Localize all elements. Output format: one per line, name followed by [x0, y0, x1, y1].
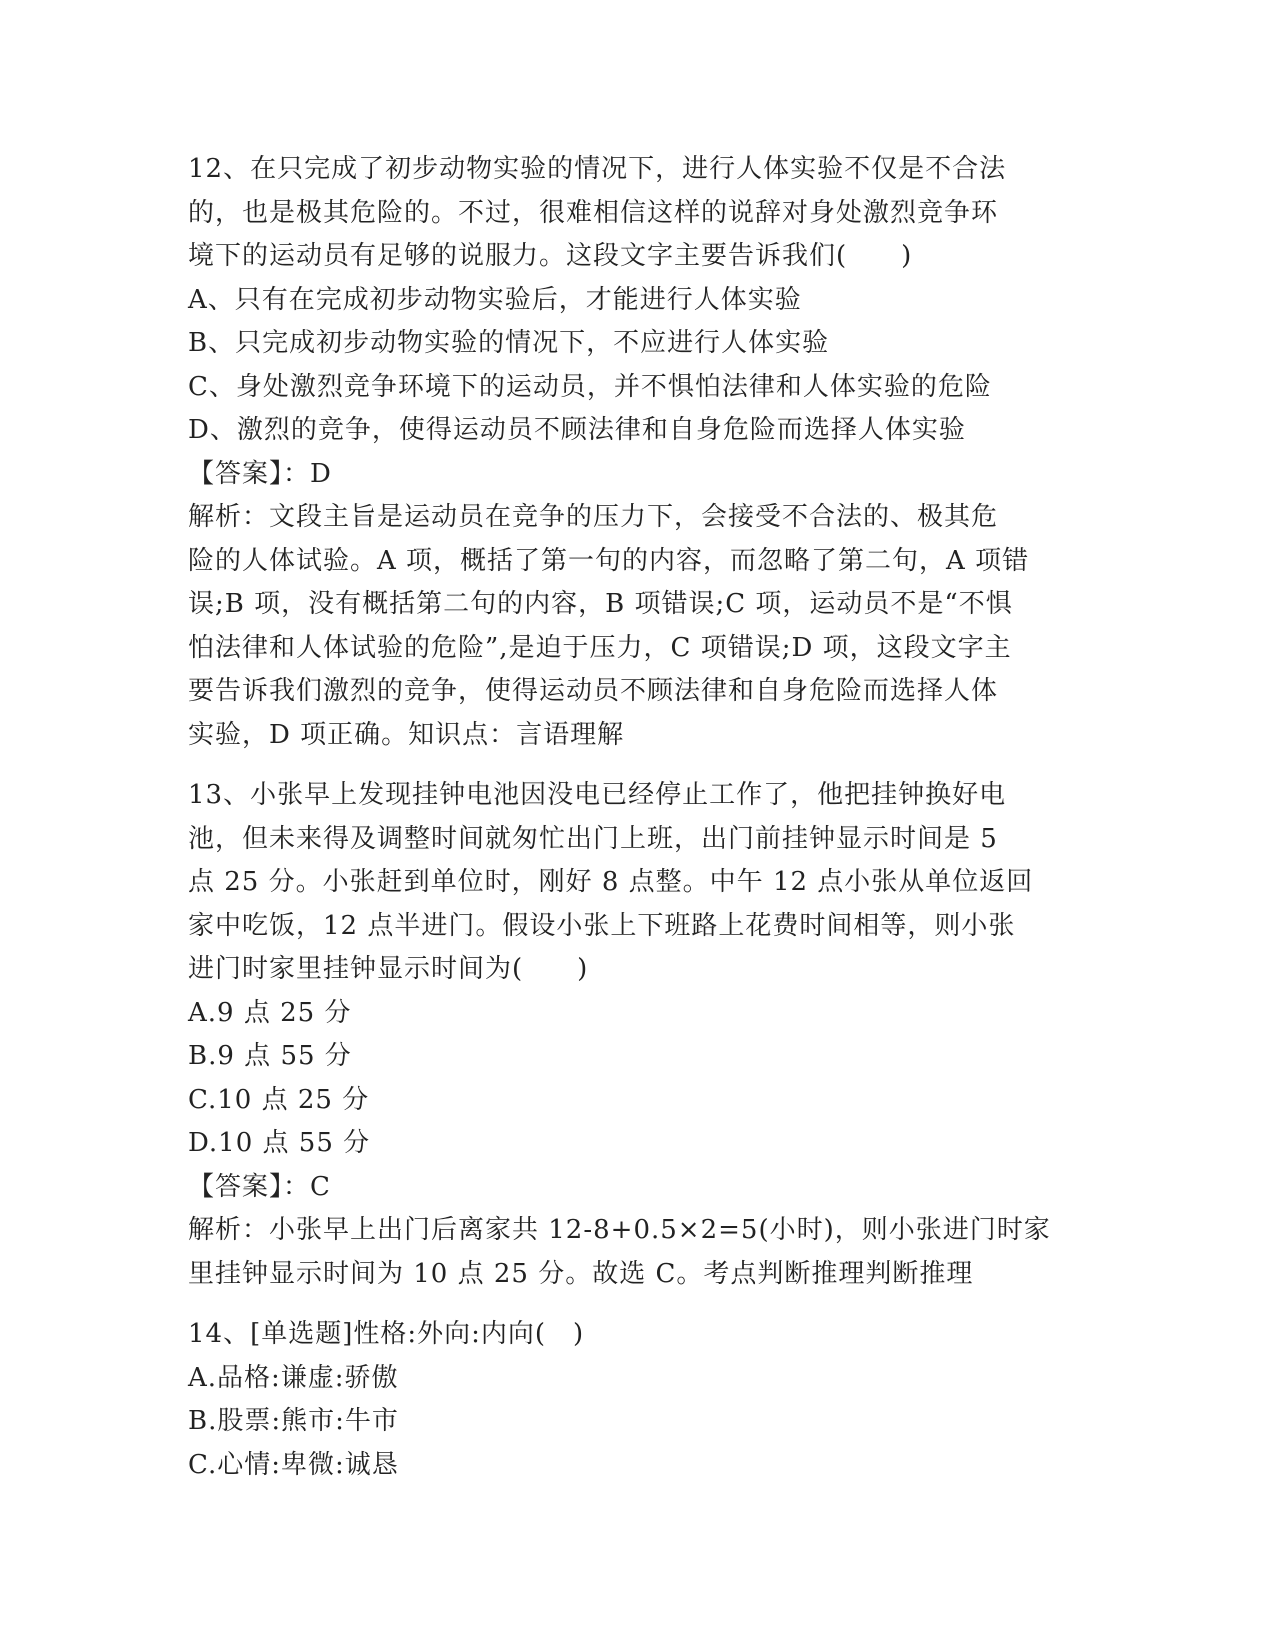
- option-d: D.10 点 55 分: [188, 1128, 371, 1158]
- analysis-line: 解析：小张早上出门后离家共 12-8+0.5×2=5(小时)，则小张进门时家: [188, 1215, 1051, 1245]
- answer-line: 【答案】：C: [188, 1171, 331, 1202]
- option-a: A.9 点 25 分: [188, 997, 352, 1028]
- question-text-line: 点 25 分。小张赶到单位时，刚好 8 点整。中午 12 点小张从单位返回: [188, 867, 1034, 897]
- answer-line: 【答案】：D: [188, 458, 332, 489]
- question-text-line: 13、小张早上发现挂钟电池因没电已经停止工作了，他把挂钟换好电: [188, 780, 1007, 810]
- question-text-line: 池，但未来得及调整时间就匆忙出门上班，出门前挂钟显示时间是 5: [188, 823, 998, 854]
- analysis-line: 解析：文段主旨是运动员在竞争的压力下，会接受不合法的、极其危: [188, 502, 999, 532]
- option-a: A、只有在完成初步动物实验后，才能进行人体实验: [188, 284, 802, 315]
- question-14: [188, 1313, 1088, 1487]
- document-page: [188, 148, 1088, 1487]
- analysis-line: 实验，D 项正确。知识点：言语理解: [188, 719, 625, 750]
- question-text-line: 境下的运动员有足够的说服力。这段文字主要告诉我们( ): [188, 241, 913, 271]
- question-text-line: 14、[单选题]性格:外向:内向( ): [188, 1319, 585, 1349]
- option-d: D、激烈的竞争，使得运动员不顾法律和自身危险而选择人体实验: [188, 415, 966, 445]
- question-text-line: 12、在只完成了初步动物实验的情况下，进行人体实验不仅是不合法: [188, 154, 1007, 184]
- analysis-line: 要告诉我们激烈的竞争，使得运动员不顾法律和自身危险而选择人体: [188, 676, 999, 706]
- option-c: C.10 点 25 分: [188, 1084, 370, 1115]
- analysis-line: 误;B 项，没有概括第二句的内容，B 项错误;C 项，运动员不是“不惧: [188, 589, 1013, 619]
- option-b: B.股票:熊市:牛市: [188, 1406, 399, 1436]
- option-a: A.品格:谦虚:骄傲: [188, 1362, 399, 1393]
- question-text-line: 的，也是极其危险的。不过，很难相信这样的说辞对身处激烈竞争环: [188, 197, 999, 228]
- option-b: B.9 点 55 分: [188, 1041, 352, 1071]
- analysis-line: 里挂钟显示时间为 10 点 25 分。故选 C。考点判断推理判断推理: [188, 1258, 974, 1289]
- option-b: B、只完成初步动物实验的情况下，不应进行人体实验: [188, 328, 830, 358]
- question-13: [188, 774, 1088, 1296]
- option-c: C.心情:卑微:诚恳: [188, 1449, 399, 1480]
- analysis-line: 险的人体试验。A 项，概括了第一句的内容，而忽略了第二句，A 项错: [188, 545, 1030, 576]
- option-c: C、身处激烈竞争环境下的运动员，并不惧怕法律和人体实验的危险: [188, 371, 992, 402]
- question-text-line: 进门时家里挂钟显示时间为( ): [188, 954, 589, 984]
- question-12: [188, 148, 1088, 757]
- question-text-line: 家中吃饭，12 点半进门。假设小张上下班路上花费时间相等，则小张: [188, 910, 1016, 941]
- analysis-line: 怕法律和人体试验的危险”,是迫于压力，C 项错误;D 项，这段文字主: [188, 632, 1012, 663]
